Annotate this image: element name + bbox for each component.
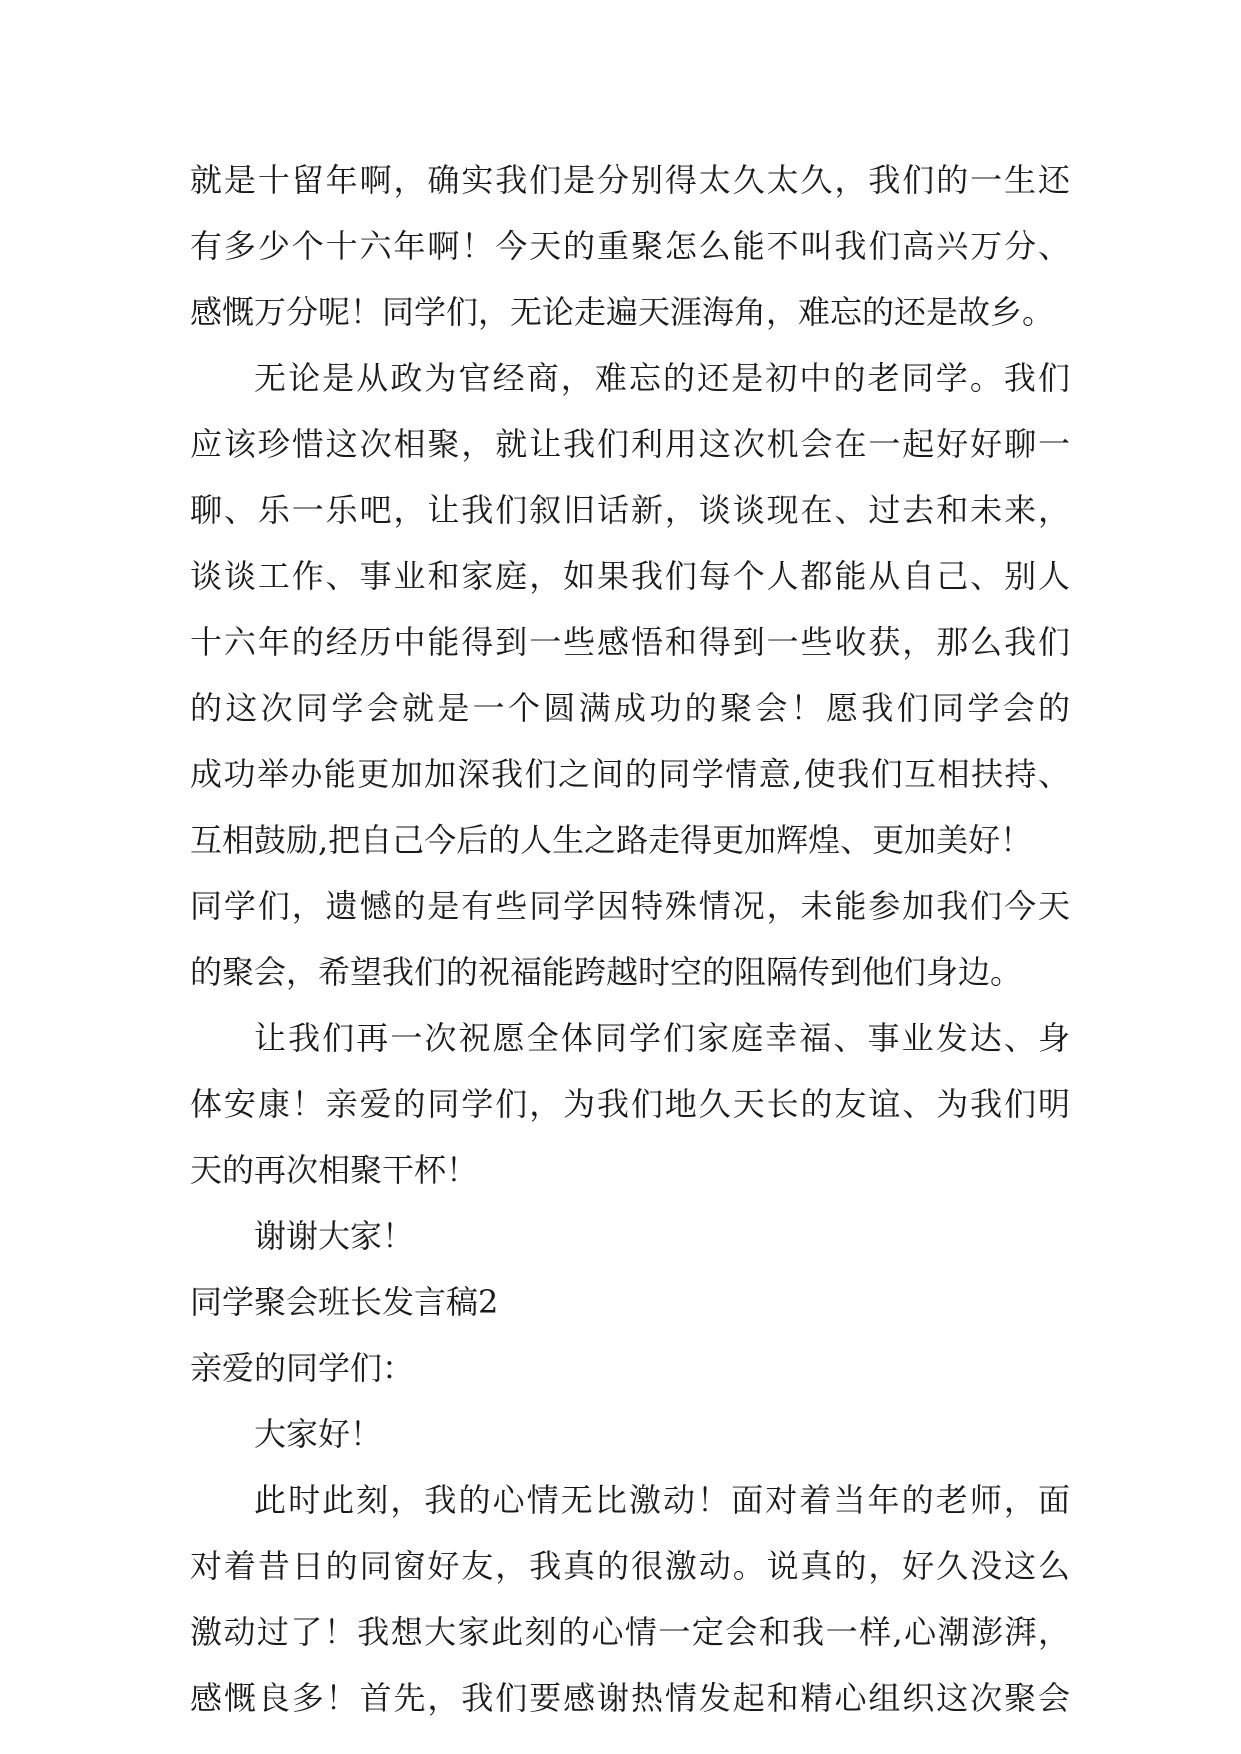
paragraph-start-line: 让我们再一次祝愿全体同学们家庭幸福、事业发达、身: [254, 1019, 1070, 1057]
text-line: 体安康！亲爱的同学们，为我们地久天长的友谊、为我们明: [190, 1085, 1070, 1123]
text-line: 感慨万分呢！同学们，无论走遍天涯海角，难忘的还是故乡。: [190, 293, 1055, 331]
salutation-line: 亲爱的同学们：: [190, 1349, 415, 1387]
text-line: 就是十留年啊，确实我们是分别得太久太久，我们的一生还: [190, 161, 1070, 199]
greeting-line: 大家好！: [254, 1415, 383, 1453]
text-line: 同学们，遗憾的是有些同学因特殊情况，未能参加我们今天: [190, 887, 1070, 925]
text-line: 感慨良多！首先，我们要感谢热情发起和精心组织这次聚会: [190, 1679, 1070, 1717]
thanks-line: 谢谢大家！: [254, 1217, 415, 1255]
section-title: 同学聚会班长发言稿2: [190, 1283, 499, 1321]
text-line: 激动过了！我想大家此刻的心情一定会和我一样,心潮澎湃，: [190, 1613, 1070, 1651]
text-line: 互相鼓励,把自己今后的人生之路走得更加辉煌、更加美好！: [190, 821, 1033, 859]
text-line: 有多少个十六年啊！今天的重聚怎么能不叫我们高兴万分、: [190, 227, 1070, 265]
document-body: [190, 147, 1070, 1731]
text-line: 谈谈工作、事业和家庭，如果我们每个人都能从自己、别人: [190, 557, 1070, 595]
text-line: 聊、乐一乐吧，让我们叙旧话新，谈谈现在、过去和未来，: [190, 491, 1070, 529]
paragraph-start-line: 无论是从政为官经商，难忘的还是初中的老同学。我们: [254, 359, 1070, 397]
text-line: 成功举办能更加加深我们之间的同学情意,使我们互相扶持、: [190, 755, 1070, 793]
text-line: 十六年的经历中能得到一些感悟和得到一些收获，那么我们: [190, 623, 1070, 661]
paragraph-start-line: 此时此刻，我的心情无比激动！面对着当年的老师，面: [254, 1481, 1070, 1519]
text-line: 对着昔日的同窗好友，我真的很激动。说真的，好久没这么: [190, 1547, 1070, 1585]
text-line: 的聚会，希望我们的祝福能跨越时空的阻隔传到他们身边。: [190, 953, 1023, 991]
text-line: 应该珍惜这次相聚，就让我们利用这次机会在一起好好聊一: [190, 425, 1070, 463]
text-line: 的这次同学会就是一个圆满成功的聚会！愿我们同学会的: [190, 689, 1070, 727]
text-line: 天的再次相聚干杯！: [190, 1151, 479, 1189]
